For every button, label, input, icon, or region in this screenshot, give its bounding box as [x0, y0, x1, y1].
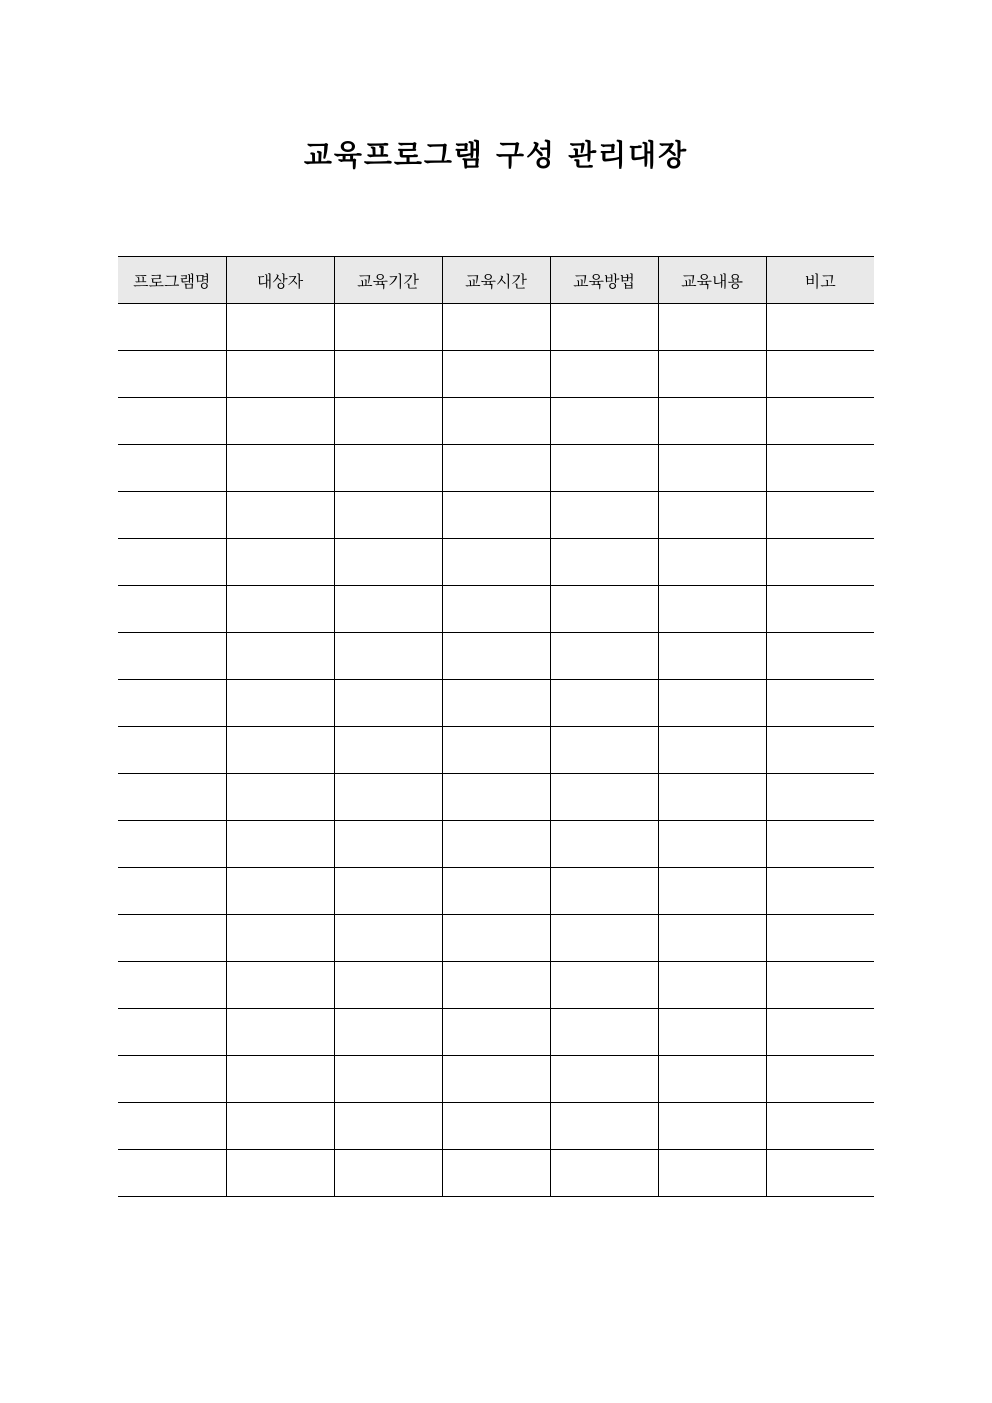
table-row [118, 539, 874, 586]
cell-remarks[interactable] [766, 821, 874, 868]
cell-hours[interactable] [442, 727, 550, 774]
cell-program-name[interactable] [118, 868, 226, 915]
cell-program-name[interactable] [118, 821, 226, 868]
cell-hours[interactable] [442, 539, 550, 586]
cell-program-name[interactable] [118, 1103, 226, 1150]
cell-content[interactable] [658, 680, 766, 727]
cell-program-name[interactable] [118, 962, 226, 1009]
cell-hours[interactable] [442, 586, 550, 633]
cell-program-name[interactable] [118, 1056, 226, 1103]
cell-hours[interactable] [442, 1150, 550, 1197]
cell-content[interactable] [658, 962, 766, 1009]
cell-method[interactable] [550, 1103, 658, 1150]
cell-program-name[interactable] [118, 398, 226, 445]
table-row [118, 962, 874, 1009]
header-content: 교육내용 [658, 257, 766, 304]
header-target: 대상자 [226, 257, 334, 304]
cell-method[interactable] [550, 633, 658, 680]
cell-method[interactable] [550, 1056, 658, 1103]
cell-target[interactable] [226, 868, 334, 915]
cell-period[interactable] [334, 962, 442, 1009]
cell-content[interactable] [658, 351, 766, 398]
cell-remarks[interactable] [766, 1056, 874, 1103]
table-row [118, 915, 874, 962]
cell-method[interactable] [550, 680, 658, 727]
cell-target[interactable] [226, 1103, 334, 1150]
cell-target[interactable] [226, 351, 334, 398]
header-period: 교육기간 [334, 257, 442, 304]
cell-period[interactable] [334, 304, 442, 351]
cell-target[interactable] [226, 633, 334, 680]
cell-target[interactable] [226, 1009, 334, 1056]
cell-program-name[interactable] [118, 1150, 226, 1197]
cell-remarks[interactable] [766, 539, 874, 586]
cell-content[interactable] [658, 727, 766, 774]
cell-remarks[interactable] [766, 1009, 874, 1056]
table-row [118, 304, 874, 351]
table-row [118, 398, 874, 445]
cell-method[interactable] [550, 915, 658, 962]
cell-remarks[interactable] [766, 633, 874, 680]
cell-method[interactable] [550, 727, 658, 774]
cell-content[interactable] [658, 586, 766, 633]
cell-hours[interactable] [442, 304, 550, 351]
cell-program-name[interactable] [118, 915, 226, 962]
cell-target[interactable] [226, 915, 334, 962]
cell-period[interactable] [334, 680, 442, 727]
cell-method[interactable] [550, 304, 658, 351]
header-hours: 교육시간 [442, 257, 550, 304]
header-row [118, 257, 874, 304]
cell-method[interactable] [550, 962, 658, 1009]
cell-period[interactable] [334, 1150, 442, 1197]
header-program-name: 프로그램명 [118, 257, 226, 304]
cell-target[interactable] [226, 492, 334, 539]
header-remarks: 비고 [766, 257, 874, 304]
cell-program-name[interactable] [118, 727, 226, 774]
cell-target[interactable] [226, 1150, 334, 1197]
cell-content[interactable] [658, 915, 766, 962]
cell-remarks[interactable] [766, 445, 874, 492]
cell-method[interactable] [550, 539, 658, 586]
cell-method[interactable] [550, 774, 658, 821]
cell-hours[interactable] [442, 868, 550, 915]
cell-period[interactable] [334, 492, 442, 539]
cell-period[interactable] [334, 1103, 442, 1150]
cell-program-name[interactable] [118, 774, 226, 821]
cell-content[interactable] [658, 445, 766, 492]
cell-remarks[interactable] [766, 398, 874, 445]
cell-period[interactable] [334, 821, 442, 868]
table-row [118, 445, 874, 492]
cell-hours[interactable] [442, 633, 550, 680]
cell-period[interactable] [334, 539, 442, 586]
cell-program-name[interactable] [118, 1009, 226, 1056]
table-row [118, 351, 874, 398]
cell-program-name[interactable] [118, 445, 226, 492]
cell-program-name[interactable] [118, 492, 226, 539]
cell-remarks[interactable] [766, 962, 874, 1009]
cell-remarks[interactable] [766, 492, 874, 539]
table-row [118, 821, 874, 868]
cell-remarks[interactable] [766, 586, 874, 633]
cell-remarks[interactable] [766, 351, 874, 398]
cell-method[interactable] [550, 1150, 658, 1197]
table-row [118, 586, 874, 633]
cell-target[interactable] [226, 727, 334, 774]
table-row [118, 1056, 874, 1103]
cell-period[interactable] [334, 774, 442, 821]
cell-content[interactable] [658, 1056, 766, 1103]
cell-hours[interactable] [442, 492, 550, 539]
cell-program-name[interactable] [118, 539, 226, 586]
cell-period[interactable] [334, 351, 442, 398]
cell-program-name[interactable] [118, 633, 226, 680]
cell-remarks[interactable] [766, 1103, 874, 1150]
cell-target[interactable] [226, 398, 334, 445]
cell-hours[interactable] [442, 821, 550, 868]
cell-method[interactable] [550, 492, 658, 539]
cell-content[interactable] [658, 539, 766, 586]
cell-content[interactable] [658, 774, 766, 821]
cell-method[interactable] [550, 351, 658, 398]
cell-period[interactable] [334, 868, 442, 915]
cell-method[interactable] [550, 398, 658, 445]
table-row [118, 680, 874, 727]
cell-target[interactable] [226, 962, 334, 1009]
cell-period[interactable] [334, 915, 442, 962]
cell-remarks[interactable] [766, 774, 874, 821]
cell-period[interactable] [334, 1056, 442, 1103]
cell-method[interactable] [550, 821, 658, 868]
cell-target[interactable] [226, 539, 334, 586]
table-body [118, 304, 874, 1197]
cell-target[interactable] [226, 774, 334, 821]
cell-hours[interactable] [442, 915, 550, 962]
cell-remarks[interactable] [766, 868, 874, 915]
cell-hours[interactable] [442, 1009, 550, 1056]
cell-method[interactable] [550, 868, 658, 915]
cell-hours[interactable] [442, 774, 550, 821]
cell-target[interactable] [226, 586, 334, 633]
cell-content[interactable] [658, 492, 766, 539]
cell-period[interactable] [334, 445, 442, 492]
cell-content[interactable] [658, 868, 766, 915]
cell-hours[interactable] [442, 680, 550, 727]
table-row [118, 1150, 874, 1197]
cell-remarks[interactable] [766, 680, 874, 727]
cell-program-name[interactable] [118, 680, 226, 727]
cell-remarks[interactable] [766, 727, 874, 774]
cell-method[interactable] [550, 1009, 658, 1056]
cell-target[interactable] [226, 821, 334, 868]
cell-content[interactable] [658, 821, 766, 868]
cell-content[interactable] [658, 1103, 766, 1150]
cell-period[interactable] [334, 633, 442, 680]
cell-period[interactable] [334, 727, 442, 774]
header-method: 교육방법 [550, 257, 658, 304]
cell-content[interactable] [658, 633, 766, 680]
table-row [118, 1009, 874, 1056]
cell-remarks[interactable] [766, 915, 874, 962]
cell-target[interactable] [226, 680, 334, 727]
table-row [118, 774, 874, 821]
cell-program-name[interactable] [118, 351, 226, 398]
cell-hours[interactable] [442, 351, 550, 398]
program-ledger-table [118, 256, 874, 1197]
cell-program-name[interactable] [118, 304, 226, 351]
cell-target[interactable] [226, 304, 334, 351]
cell-content[interactable] [658, 1009, 766, 1056]
cell-program-name[interactable] [118, 586, 226, 633]
table-row [118, 868, 874, 915]
table-row [118, 633, 874, 680]
table-row [118, 492, 874, 539]
cell-target[interactable] [226, 445, 334, 492]
cell-method[interactable] [550, 586, 658, 633]
table-row [118, 1103, 874, 1150]
cell-content[interactable] [658, 304, 766, 351]
cell-period[interactable] [334, 586, 442, 633]
cell-remarks[interactable] [766, 1150, 874, 1197]
page-title: 교육프로그램 구성 관리대장 [303, 138, 689, 172]
cell-period[interactable] [334, 398, 442, 445]
cell-hours[interactable] [442, 398, 550, 445]
cell-hours[interactable] [442, 1056, 550, 1103]
cell-content[interactable] [658, 398, 766, 445]
table-row [118, 727, 874, 774]
cell-hours[interactable] [442, 1103, 550, 1150]
cell-target[interactable] [226, 1056, 334, 1103]
cell-hours[interactable] [442, 962, 550, 1009]
cell-remarks[interactable] [766, 304, 874, 351]
cell-content[interactable] [658, 1150, 766, 1197]
cell-period[interactable] [334, 1009, 442, 1056]
cell-hours[interactable] [442, 445, 550, 492]
cell-method[interactable] [550, 445, 658, 492]
